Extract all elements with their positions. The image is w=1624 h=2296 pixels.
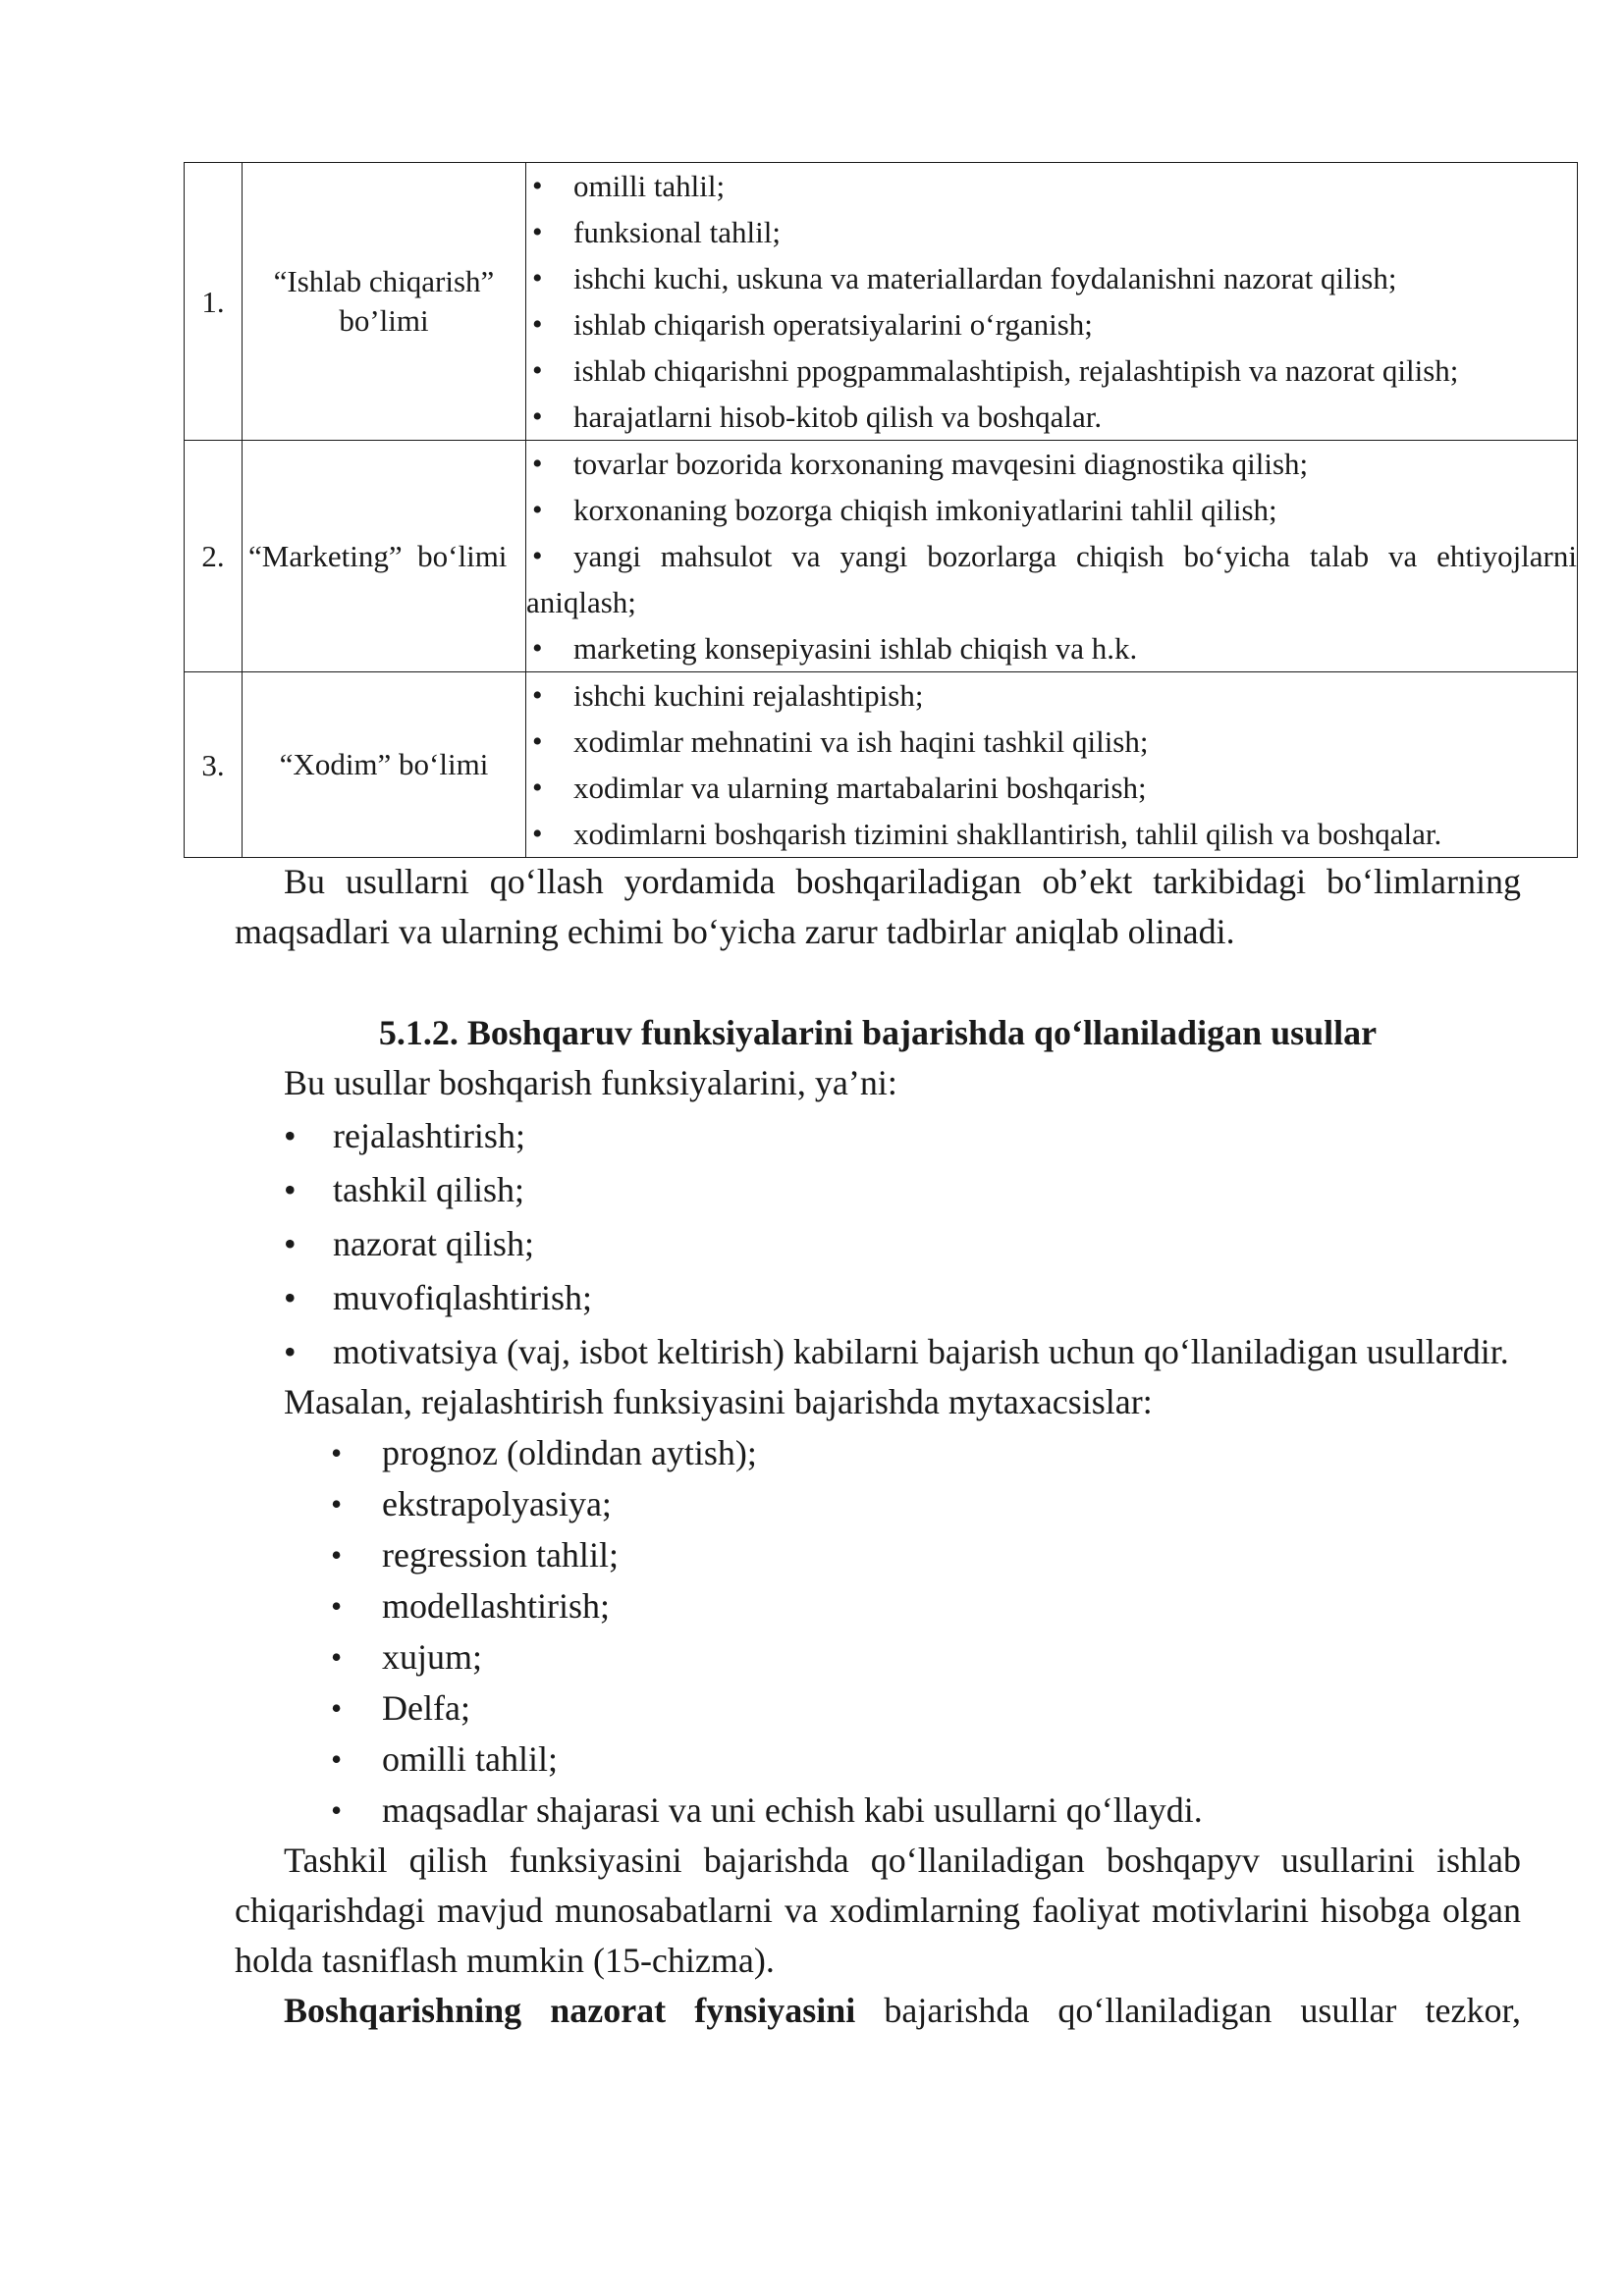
bullet-icon: • — [331, 1741, 343, 1777]
list-item: • omilli tahlil; — [526, 163, 1577, 209]
example-line: Masalan, rejalashtirish funksiyasini bajarishda mytaxacsislar: — [284, 1382, 1153, 1421]
department-name-suffix: bo’limi — [339, 303, 429, 338]
methods-table — [184, 162, 1578, 858]
intro-line: Bu usullar boshqarish funksiyalarini, ya’ni: — [284, 1063, 897, 1102]
table-row — [185, 672, 1578, 858]
paragraph-text: bajarishda qo‘llaniladigan usullar tezkor, — [855, 1991, 1521, 2030]
list-item: • omilli tahlil; — [235, 1734, 1521, 1785]
row-number: 1. — [185, 163, 243, 441]
tasks-cell — [526, 672, 1578, 858]
list-item: • ishlab chiqarish operatsiyalarini o‘rganish; — [526, 301, 1577, 347]
body-text — [235, 857, 1521, 2036]
bold-term: Boshqarishning nazorat fynsiyasini — [284, 1991, 856, 2030]
bullet-icon: • — [284, 1170, 297, 1209]
list-item: • modellashtirish; — [235, 1580, 1521, 1631]
list-item: • xodimlar va ularning martabalarini boshqarish; — [526, 765, 1577, 811]
list-item: • prognoz (oldindan aytish); — [235, 1427, 1521, 1478]
functions-list — [235, 1111, 1521, 1377]
bullet-icon: • — [331, 1792, 343, 1828]
tasks-cell — [526, 163, 1578, 441]
organizing-paragraph: Tashkil qilish funksiyasini bajarishda qo‘llaniladigan boshqapyv usullarini ishlab chiqarishdagi mavjud munosabatlarni va xodimlarning faoliyat motivlarini hisobga olgan holda tasniflash mumkin (15-chizma). — [235, 1841, 1521, 1980]
tasks-cell — [526, 441, 1578, 672]
list-item: • rejalashtirish; — [235, 1111, 1521, 1161]
list-item: • marketing konsepiyasini ishlab chiqish va h.k. — [526, 625, 1577, 671]
bullet-icon: • — [331, 1486, 343, 1522]
table-row — [185, 163, 1578, 441]
list-item: • regression tahlil; — [235, 1529, 1521, 1580]
bullet-icon: • — [331, 1588, 343, 1624]
row-number: 2. — [185, 441, 243, 672]
list-item: • xodimlarni boshqarish tizimini shakllantirish, tahlil qilish va boshqalar. — [526, 811, 1577, 857]
department-cell — [243, 163, 526, 441]
department-name: “Xodim” bo‘limi — [279, 747, 489, 781]
table-row — [185, 441, 1578, 672]
list-item: • harajatlarni hisob-kitob qilish va boshqalar. — [526, 394, 1577, 440]
list-item: • nazorat qilish; — [235, 1219, 1521, 1269]
list-item: • Delfa; — [235, 1682, 1521, 1734]
bullet-icon: • — [331, 1435, 343, 1470]
list-item: • ishchi kuchini rejalashtipish; — [526, 672, 1577, 719]
bullet-icon: • — [284, 1332, 297, 1371]
list-item: • korxonaning bozorga chiqish imkoniyatlarini tahlil qilish; — [526, 487, 1577, 533]
bullet-icon: • — [284, 1278, 297, 1317]
row-number: 3. — [185, 672, 243, 858]
bullet-icon: • — [331, 1537, 343, 1573]
list-item: • ishlab chiqarishni ppogpammalashtipish, rejalashtipish va nazorat qilish; — [526, 347, 1577, 394]
department-name: “Marketing” bo‘limi — [248, 538, 508, 573]
department-cell — [243, 441, 526, 672]
list-item: • funksional tahlil; — [526, 209, 1577, 255]
list-item: • yangi mahsulot va yangi bozorlarga chiqish bo‘yicha talab va ehtiyojlarni aniqlash; — [526, 533, 1577, 625]
list-item: • xodimlar mehnatini va ish haqini tashkil qilish; — [526, 719, 1577, 765]
planning-methods-list — [235, 1427, 1521, 1836]
bullet-icon: • — [331, 1639, 343, 1675]
list-item: • ekstrapolyasiya; — [235, 1478, 1521, 1529]
bullet-icon: • — [331, 1690, 343, 1726]
list-item: • tovarlar bozorida korxonaning mavqesini diagnostika qilish; — [526, 441, 1577, 487]
control-paragraph — [235, 1986, 1521, 2036]
list-item: • muvofiqlashtirish; — [235, 1273, 1521, 1323]
department-name: “Ishlab chiqarish” — [273, 264, 495, 298]
list-item: • motivatsiya (vaj, isbot keltirish) kabilarni bajarish uchun qo‘llaniladigan usullardir. — [235, 1327, 1521, 1377]
bullet-icon: • — [284, 1116, 297, 1155]
list-item: • xujum; — [235, 1631, 1521, 1682]
list-item: • ishchi kuchi, uskuna va materiallardan foydalanishni nazorat qilish; — [526, 255, 1577, 301]
list-item: • tashkil qilish; — [235, 1165, 1521, 1215]
after-table-paragraph: Bu usullarni qo‘llash yordamida boshqariladigan ob’ekt tarkibidagi bo‘limlarning maqsadlari va ularning echimi bo‘yicha zarur tadbirlar aniqlab olinadi. — [235, 862, 1521, 951]
department-cell — [243, 672, 526, 858]
bullet-icon: • — [284, 1224, 297, 1263]
section-heading: 5.1.2. Boshqaruv funksiyalarini bajarishda qo‘llaniladigan usullar — [378, 1013, 1378, 1052]
list-item: • maqsadlar shajarasi va uni echish kabi usullarni qo‘llaydi. — [235, 1785, 1521, 1836]
